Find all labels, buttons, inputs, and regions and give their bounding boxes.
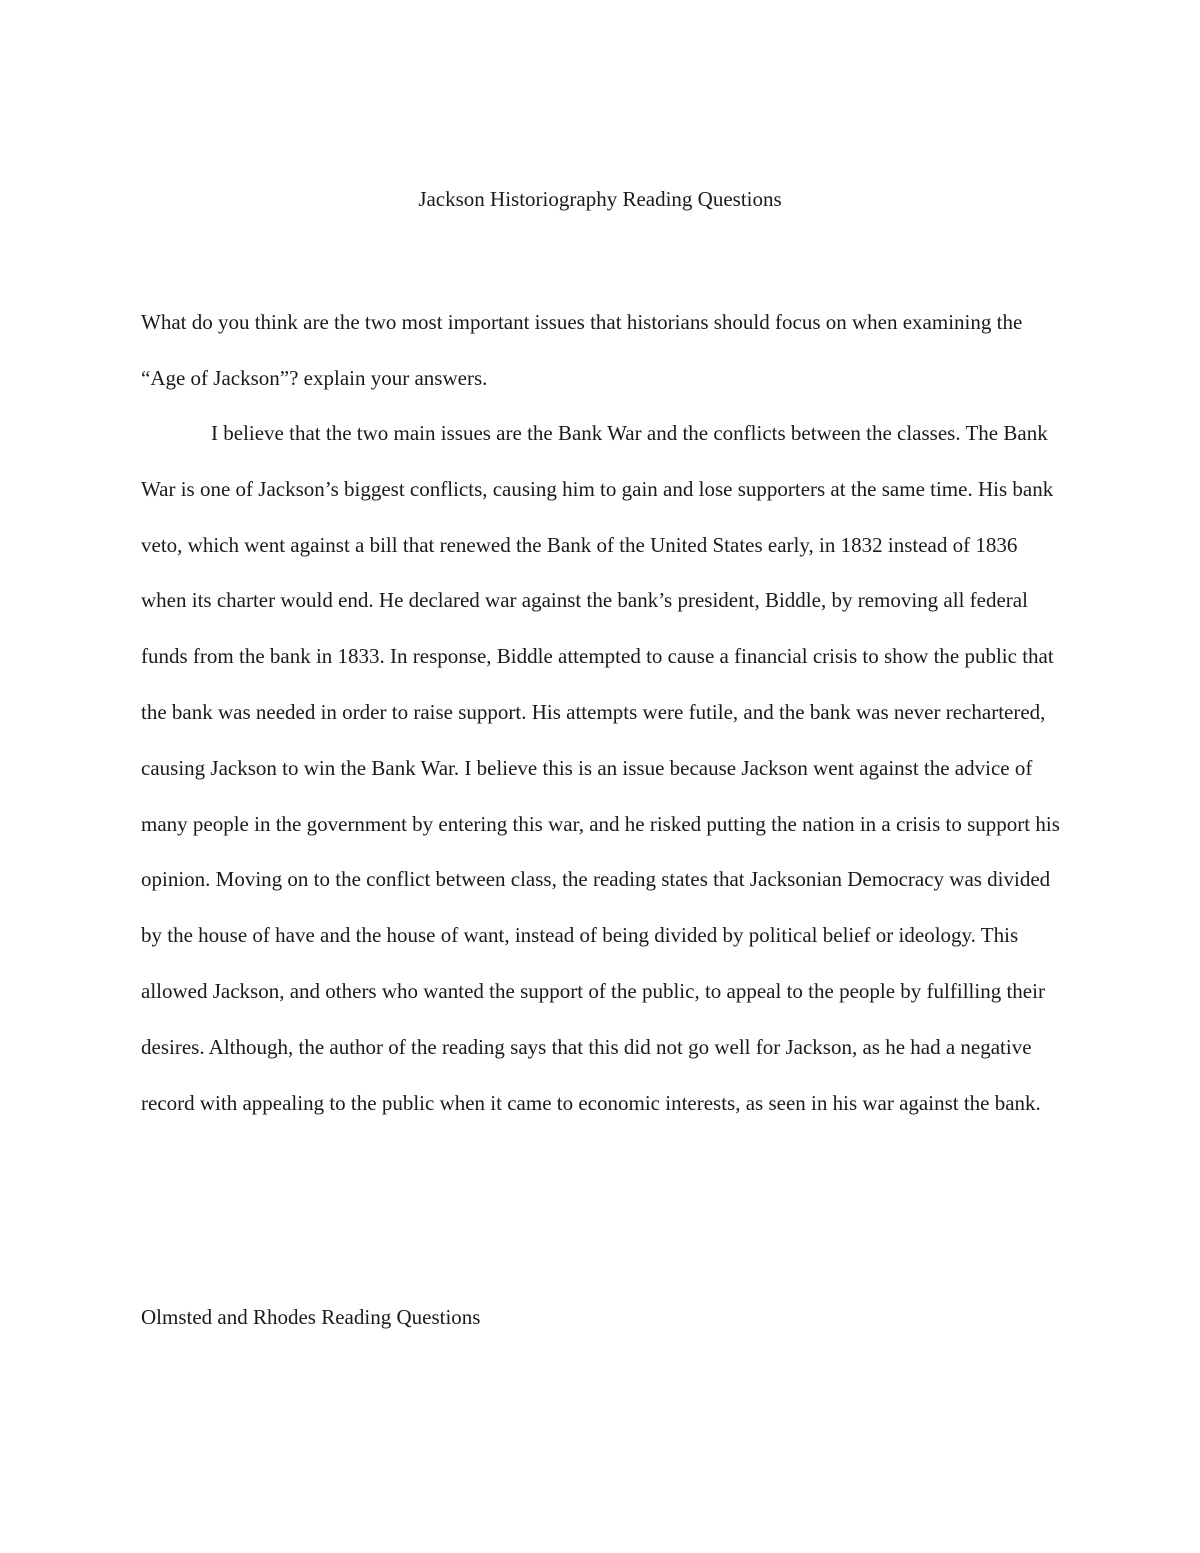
question-paragraph: What do you think are the two most important issues that historians should focus on when examining the “Age of Jackson”? explain your answers. <box>141 310 1023 390</box>
document-title: Jackson Historiography Reading Questions <box>418 187 782 211</box>
answer-paragraph: I believe that the two main issues are the Bank War and the conflicts between the classes. The Bank War is one of Jackson’s biggest conflicts, causing him to gain and lose supporters at the same time. His bank veto, which went against a bill that renewed the Bank of the United States early, in 1832 instead of 1836 when its charter would end. He declared war against the bank’s president, Biddle, by removing all federal funds from the bank in 1833. In response, Biddle attempted to cause a financial crisis to show the public that the bank was needed in order to raise support. His attempts were futile, and the bank was never rechartered, causing Jackson to win the Bank War. I believe this is an issue because Jackson went against the advice of many people in the government by entering this war, and he risked putting the nation in a crisis to support his opinion. Moving on to the conflict between class, the reading states that Jacksonian Democracy was divided by the house of have and the house of want, instead of being divided by political belief or ideology. This allowed Jackson, and others who wanted the support of the public, to appeal to the people by fulfilling their desires. Although, the author of the reading says that this did not go well for Jackson, as he had a negative record with appealing to the public when it came to economic interests, as seen in his war against the bank. <box>141 421 1060 1115</box>
next-section-heading: Olmsted and Rhodes Reading Questions <box>141 1305 481 1329</box>
